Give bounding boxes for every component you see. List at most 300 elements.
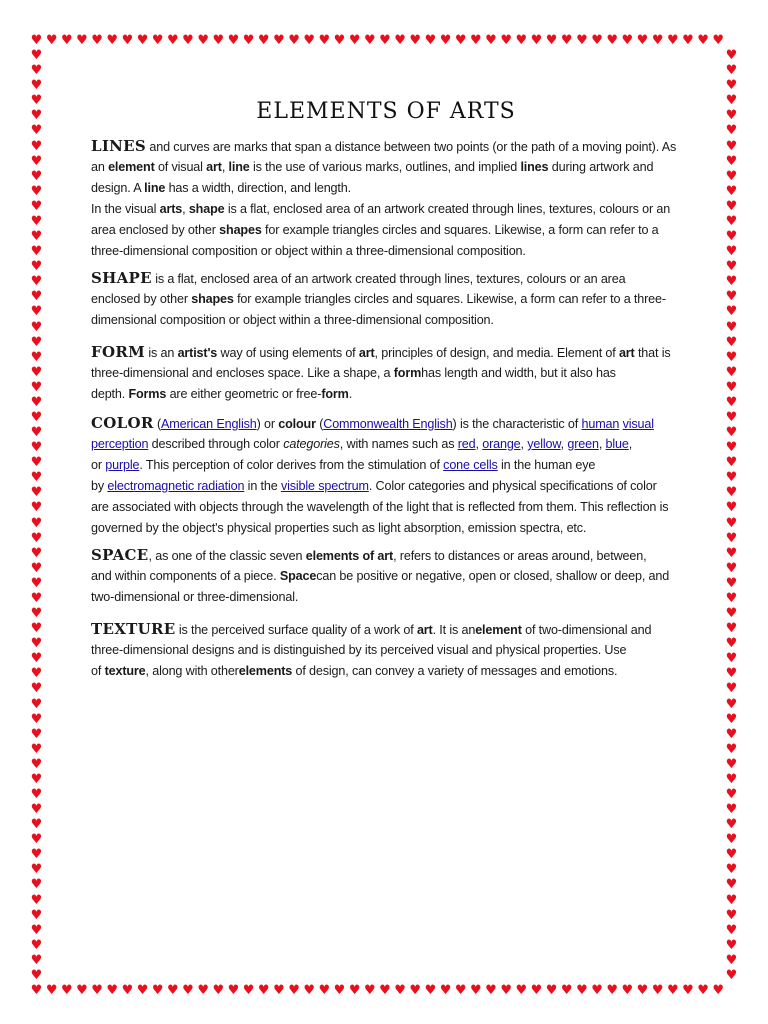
heart-icon: ♥ bbox=[725, 198, 738, 214]
text-run: enclosed by other bbox=[91, 292, 192, 306]
text-run: , with names such as bbox=[339, 437, 458, 451]
heart-icon: ♥ bbox=[682, 33, 694, 48]
heart-icon: ♥ bbox=[30, 787, 43, 802]
heart-icon: ♥ bbox=[725, 108, 738, 124]
text-run: governed by the object's physical properties such as light absorption, emission spectra, etc. bbox=[91, 521, 587, 535]
heart-icon: ♥ bbox=[725, 967, 738, 983]
heart-icon: ♥ bbox=[30, 515, 43, 531]
text-line bbox=[91, 661, 681, 682]
heart-icon: ♥ bbox=[30, 666, 43, 682]
heart-icon: ♥ bbox=[409, 983, 422, 998]
text-run: of two-dimensional and bbox=[521, 623, 652, 637]
heart-icon: ♥ bbox=[106, 33, 119, 48]
heart-icon: ♥ bbox=[30, 530, 43, 546]
heart-icon: ♥ bbox=[725, 681, 738, 697]
heart-icon: ♥ bbox=[30, 259, 43, 275]
heart-icon: ♥ bbox=[30, 93, 43, 109]
heart-icon: ♥ bbox=[725, 817, 738, 833]
paragraph-form bbox=[91, 342, 681, 405]
heart-icon: ♥ bbox=[725, 78, 738, 94]
text-run: can be positive or negative, open or closed, shallow or deep, and bbox=[316, 569, 670, 583]
text-run: , along with other bbox=[145, 664, 239, 678]
heart-icon: ♥ bbox=[725, 937, 738, 953]
heart-icon: ♥ bbox=[606, 983, 619, 998]
heart-icon: ♥ bbox=[151, 983, 164, 998]
heart-icon: ♥ bbox=[636, 983, 649, 998]
heart-icon: ♥ bbox=[725, 726, 738, 742]
keyword-space: SPACE bbox=[91, 546, 149, 564]
heart-icon: ♥ bbox=[682, 983, 694, 998]
text-run: , bbox=[520, 437, 528, 451]
link-american-english[interactable]: American English bbox=[161, 417, 257, 431]
text-run: dimensional composition or object within a three-dimensional composition. bbox=[91, 313, 494, 327]
text-line bbox=[91, 545, 681, 566]
heart-icon: ♥ bbox=[725, 636, 738, 652]
heart-icon: ♥ bbox=[348, 983, 361, 998]
heart-icon: ♥ bbox=[30, 726, 43, 742]
text-run: during artwork and bbox=[548, 160, 654, 174]
heart-icon: ♥ bbox=[439, 983, 452, 998]
heart-icon: ♥ bbox=[121, 33, 134, 48]
text-run: shapes bbox=[191, 292, 234, 306]
heart-icon: ♥ bbox=[30, 63, 43, 79]
heart-icon: ♥ bbox=[30, 274, 43, 290]
text-run: element bbox=[108, 160, 155, 174]
text-run: of visual bbox=[154, 160, 207, 174]
text-run: is the perceived surface quality of a work of bbox=[175, 623, 417, 637]
heart-icon: ♥ bbox=[591, 33, 603, 48]
heart-icon: ♥ bbox=[725, 274, 738, 290]
text-run: two-dimensional or three-dimensional. bbox=[91, 590, 299, 604]
heart-icon: ♥ bbox=[621, 33, 634, 48]
heart-icon: ♥ bbox=[725, 621, 738, 637]
paragraph-space bbox=[91, 545, 681, 608]
link-blue[interactable]: blue bbox=[605, 437, 629, 451]
heart-icon: ♥ bbox=[30, 862, 43, 878]
heart-icon: ♥ bbox=[576, 33, 588, 48]
text-run: , principles of design, and media. Element of bbox=[374, 346, 619, 360]
keyword-texture: TEXTURE bbox=[91, 620, 176, 638]
heart-icon: ♥ bbox=[30, 123, 43, 139]
heart-icon: ♥ bbox=[303, 983, 316, 998]
heart-icon: ♥ bbox=[725, 394, 738, 410]
link-perception[interactable]: perception bbox=[91, 437, 149, 451]
heart-icon: ♥ bbox=[30, 440, 43, 456]
heart-icon: ♥ bbox=[725, 138, 738, 154]
text-run: ( bbox=[315, 417, 324, 431]
heart-icon: ♥ bbox=[76, 33, 88, 48]
text-run: . Color categories and physical specifications of color bbox=[368, 479, 657, 493]
heart-icon: ♥ bbox=[30, 470, 43, 486]
text-run: , bbox=[182, 202, 189, 216]
heart-icon: ♥ bbox=[242, 33, 255, 48]
heart-icon: ♥ bbox=[485, 983, 497, 998]
heart-icon: ♥ bbox=[30, 364, 43, 380]
heart-icon: ♥ bbox=[725, 530, 738, 546]
text-run: elements bbox=[238, 664, 293, 678]
text-run: . bbox=[348, 387, 353, 401]
text-run: three-dimensional composition or object within a three-dimensional composition. bbox=[91, 244, 526, 258]
text-run: colour bbox=[278, 417, 316, 431]
heart-icon: ♥ bbox=[30, 334, 43, 350]
text-run: ) or bbox=[256, 417, 279, 431]
text-run: art bbox=[206, 160, 222, 174]
heart-icon: ♥ bbox=[725, 545, 738, 561]
heart-icon: ♥ bbox=[439, 33, 452, 48]
text-run: Forms bbox=[128, 387, 167, 401]
heart-icon: ♥ bbox=[30, 289, 43, 305]
heart-icon: ♥ bbox=[725, 229, 738, 245]
heart-icon: ♥ bbox=[136, 983, 149, 998]
heart-icon: ♥ bbox=[227, 33, 240, 48]
heart-icon: ♥ bbox=[725, 349, 738, 365]
heart-icon: ♥ bbox=[182, 33, 194, 48]
text-run: lines bbox=[520, 160, 549, 174]
text-line bbox=[91, 363, 681, 384]
heart-icon: ♥ bbox=[424, 983, 437, 998]
heart-icon: ♥ bbox=[725, 259, 738, 275]
heart-icon: ♥ bbox=[91, 33, 103, 48]
heart-icon: ♥ bbox=[30, 681, 43, 697]
text-run: that is bbox=[634, 346, 671, 360]
heart-icon: ♥ bbox=[560, 33, 573, 48]
link-green[interactable]: green bbox=[567, 437, 599, 451]
heart-icon: ♥ bbox=[30, 229, 43, 245]
heart-icon: ♥ bbox=[333, 983, 346, 998]
heart-icon: ♥ bbox=[167, 33, 179, 48]
heart-icon: ♥ bbox=[30, 183, 43, 199]
heart-icon: ♥ bbox=[725, 832, 738, 848]
link-red[interactable]: red bbox=[457, 437, 476, 451]
text-run: way of using elements of bbox=[217, 346, 359, 360]
heart-icon: ♥ bbox=[30, 937, 43, 953]
heart-icon: ♥ bbox=[725, 183, 738, 199]
text-run: , refers to distances or areas around, between, bbox=[393, 549, 647, 563]
heart-icon: ♥ bbox=[30, 500, 43, 516]
heart-icon: ♥ bbox=[45, 983, 58, 998]
text-line bbox=[91, 476, 681, 497]
heart-icon: ♥ bbox=[30, 756, 43, 772]
link-purple[interactable]: purple bbox=[105, 458, 140, 472]
heart-icon: ♥ bbox=[725, 500, 738, 516]
link-orange[interactable]: orange bbox=[482, 437, 521, 451]
heart-icon: ♥ bbox=[60, 983, 73, 998]
text-line bbox=[91, 587, 681, 608]
text-run: Space bbox=[279, 569, 317, 583]
heart-icon: ♥ bbox=[725, 244, 738, 260]
heart-icon: ♥ bbox=[725, 907, 738, 923]
text-line bbox=[91, 413, 681, 434]
text-line bbox=[91, 455, 681, 476]
heart-icon: ♥ bbox=[197, 33, 209, 48]
heart-icon: ♥ bbox=[725, 334, 738, 350]
heart-icon: ♥ bbox=[725, 575, 738, 591]
heart-icon: ♥ bbox=[273, 983, 285, 998]
heart-icon: ♥ bbox=[197, 983, 209, 998]
heart-icon: ♥ bbox=[30, 606, 43, 622]
text-line bbox=[91, 619, 681, 640]
heart-icon: ♥ bbox=[379, 33, 391, 48]
text-run: an bbox=[91, 160, 109, 174]
heart-icon: ♥ bbox=[30, 379, 43, 395]
heart-icon: ♥ bbox=[725, 364, 738, 380]
heart-icon: ♥ bbox=[30, 636, 43, 652]
heart-icon: ♥ bbox=[606, 33, 619, 48]
text-run: three-dimensional designs and is distinguished by its perceived visual and physical properties. Use bbox=[91, 643, 627, 657]
keyword-color: COLOR bbox=[91, 414, 154, 432]
text-run: categories bbox=[283, 437, 340, 451]
text-run: has a width, direction, and length. bbox=[165, 181, 351, 195]
heart-icon: ♥ bbox=[257, 33, 270, 48]
text-run: , bbox=[598, 437, 606, 451]
text-run: , bbox=[628, 437, 633, 451]
heart-icon: ♥ bbox=[91, 983, 103, 998]
heart-icon: ♥ bbox=[725, 862, 738, 878]
heart-icon: ♥ bbox=[227, 983, 240, 998]
heart-icon: ♥ bbox=[30, 213, 43, 229]
heart-icon: ♥ bbox=[725, 711, 738, 727]
heart-icon: ♥ bbox=[725, 847, 738, 863]
heart-icon: ♥ bbox=[303, 33, 316, 48]
text-line bbox=[91, 640, 681, 661]
heart-icon: ♥ bbox=[30, 590, 43, 606]
heart-icon: ♥ bbox=[288, 983, 300, 998]
heart-icon: ♥ bbox=[379, 983, 391, 998]
heart-icon: ♥ bbox=[725, 485, 738, 501]
heart-icon: ♥ bbox=[333, 33, 346, 48]
heart-icon: ♥ bbox=[30, 138, 43, 154]
text-run: , bbox=[475, 437, 483, 451]
heart-icon: ♥ bbox=[257, 983, 270, 998]
heart-icon: ♥ bbox=[363, 33, 376, 48]
text-line bbox=[91, 199, 681, 220]
text-run: and within components of a piece. bbox=[91, 569, 280, 583]
paragraph-lines bbox=[91, 136, 681, 262]
heart-icon: ♥ bbox=[725, 153, 738, 169]
heart-icon: ♥ bbox=[30, 394, 43, 410]
heart-icon: ♥ bbox=[318, 33, 331, 48]
text-run: element bbox=[475, 623, 522, 637]
text-run: are associated with objects through the wavelength of the light that is reflected from them. This reflection is bbox=[91, 500, 669, 514]
heart-icon: ♥ bbox=[30, 545, 43, 561]
text-run: has length and width, but it also has bbox=[421, 366, 616, 380]
heart-icon: ♥ bbox=[470, 33, 482, 48]
heart-icon: ♥ bbox=[666, 33, 679, 48]
text-run: line bbox=[144, 181, 166, 195]
heart-icon: ♥ bbox=[725, 802, 738, 818]
heart-icon: ♥ bbox=[45, 33, 58, 48]
heart-icon: ♥ bbox=[530, 33, 543, 48]
text-run: , as one of the classic seven bbox=[148, 549, 306, 563]
heart-icon: ♥ bbox=[725, 93, 738, 109]
heart-icon: ♥ bbox=[725, 952, 738, 968]
text-run: depth. bbox=[91, 387, 129, 401]
heart-icon: ♥ bbox=[30, 711, 43, 727]
text-run: of design, can convey a variety of messages and emotions. bbox=[292, 664, 618, 678]
heart-icon: ♥ bbox=[30, 33, 43, 48]
heart-icon: ♥ bbox=[30, 802, 43, 818]
text-run: artist's bbox=[177, 346, 218, 360]
text-run: art bbox=[618, 346, 635, 360]
heart-icon: ♥ bbox=[454, 33, 467, 48]
heart-icon: ♥ bbox=[30, 877, 43, 893]
heart-icon: ♥ bbox=[212, 33, 225, 48]
heart-icon: ♥ bbox=[697, 33, 709, 48]
text-line bbox=[91, 434, 681, 455]
heart-icon: ♥ bbox=[242, 983, 255, 998]
heart-icon: ♥ bbox=[725, 440, 738, 456]
link-human[interactable]: human bbox=[581, 417, 620, 431]
heart-icon: ♥ bbox=[725, 787, 738, 802]
heart-icon: ♥ bbox=[30, 922, 43, 938]
text-run: art bbox=[358, 346, 375, 360]
heart-icon: ♥ bbox=[725, 922, 738, 938]
text-run: is a flat, enclosed area of an artwork created through lines, textures, colours or an bbox=[224, 202, 671, 216]
text-run: art bbox=[416, 623, 433, 637]
heart-icon: ♥ bbox=[30, 696, 43, 712]
text-run: , bbox=[560, 437, 568, 451]
text-run: texture bbox=[104, 664, 146, 678]
text-line bbox=[91, 566, 681, 587]
heart-icon: ♥ bbox=[725, 289, 738, 305]
heart-icon: ♥ bbox=[30, 771, 43, 787]
heart-icon: ♥ bbox=[30, 455, 43, 471]
heart-icon: ♥ bbox=[560, 983, 573, 998]
text-line bbox=[91, 268, 681, 289]
link-commonwealth-english[interactable]: Commonwealth English bbox=[323, 417, 453, 431]
heart-icon: ♥ bbox=[30, 560, 43, 576]
text-run: . This perception of color derives from the stimulation of bbox=[139, 458, 444, 472]
heart-icon: ♥ bbox=[30, 410, 43, 425]
heart-icon: ♥ bbox=[30, 485, 43, 501]
text-run: shape bbox=[188, 202, 225, 216]
heart-icon: ♥ bbox=[725, 771, 738, 787]
text-line bbox=[91, 310, 681, 331]
heart-icon: ♥ bbox=[394, 983, 406, 998]
heart-icon: ♥ bbox=[725, 304, 738, 320]
text-run: are either geometric or free- bbox=[166, 387, 322, 401]
keyword-form: FORM bbox=[91, 343, 145, 361]
link-visible-spectrum[interactable]: visible spectrum bbox=[280, 479, 369, 493]
text-run: area enclosed by other bbox=[91, 223, 220, 237]
text-run: shapes bbox=[219, 223, 262, 237]
heart-icon: ♥ bbox=[30, 621, 43, 637]
heart-icon: ♥ bbox=[725, 48, 738, 64]
heart-icon: ♥ bbox=[60, 33, 73, 48]
heart-icon: ♥ bbox=[30, 651, 43, 667]
text-run: is an bbox=[145, 346, 178, 360]
heart-icon: ♥ bbox=[725, 410, 738, 425]
text-line bbox=[91, 178, 681, 199]
heart-icon: ♥ bbox=[394, 33, 406, 48]
heart-icon: ♥ bbox=[30, 892, 43, 908]
heart-icon: ♥ bbox=[363, 983, 376, 998]
heart-icon: ♥ bbox=[470, 983, 482, 998]
text-line bbox=[91, 289, 681, 310]
link-visual[interactable]: visual bbox=[622, 417, 654, 431]
heart-icon: ♥ bbox=[30, 952, 43, 968]
heart-icon: ♥ bbox=[30, 967, 43, 983]
heart-icon: ♥ bbox=[712, 983, 725, 998]
text-run: in the human eye bbox=[497, 458, 596, 472]
heart-icon: ♥ bbox=[30, 817, 43, 833]
heart-icon: ♥ bbox=[621, 983, 634, 998]
text-line bbox=[91, 518, 681, 539]
paragraph-texture bbox=[91, 619, 681, 682]
heart-icon: ♥ bbox=[30, 425, 43, 441]
text-line bbox=[91, 241, 681, 262]
heart-icon: ♥ bbox=[725, 560, 738, 576]
heart-icon: ♥ bbox=[454, 983, 467, 998]
heart-icon: ♥ bbox=[30, 983, 43, 998]
heart-icon: ♥ bbox=[30, 847, 43, 863]
heart-icon: ♥ bbox=[500, 33, 512, 48]
heart-icon: ♥ bbox=[725, 741, 738, 757]
heart-icon: ♥ bbox=[30, 168, 43, 184]
heart-icon: ♥ bbox=[212, 983, 225, 998]
text-run: and curves are marks that span a distance between two points (or the path of a moving point). As bbox=[146, 140, 677, 154]
heart-icon: ♥ bbox=[30, 907, 43, 923]
heart-icon: ♥ bbox=[273, 33, 285, 48]
heart-icon: ♥ bbox=[725, 515, 738, 531]
text-run: ) is the characteristic of bbox=[452, 417, 582, 431]
heart-icon: ♥ bbox=[30, 349, 43, 365]
text-run: , bbox=[221, 160, 229, 174]
text-run: is the use of various marks, outlines, and implied bbox=[249, 160, 521, 174]
heart-icon: ♥ bbox=[576, 983, 588, 998]
heart-icon: ♥ bbox=[30, 198, 43, 214]
heart-icon: ♥ bbox=[725, 651, 738, 667]
heart-icon: ♥ bbox=[500, 983, 512, 998]
text-run: by bbox=[91, 479, 108, 493]
heart-icon: ♥ bbox=[636, 33, 649, 48]
heart-icon: ♥ bbox=[725, 606, 738, 622]
heart-icon: ♥ bbox=[348, 33, 361, 48]
heart-icon: ♥ bbox=[725, 168, 738, 184]
link-electromagnetic-radiation[interactable]: electromagnetic radiation bbox=[107, 479, 245, 493]
heart-icon: ♥ bbox=[591, 983, 603, 998]
text-run: design. A bbox=[91, 181, 145, 195]
heart-icon: ♥ bbox=[530, 983, 543, 998]
heart-icon: ♥ bbox=[288, 33, 300, 48]
heart-icon: ♥ bbox=[651, 983, 664, 998]
heart-icon: ♥ bbox=[725, 877, 738, 893]
heart-icon: ♥ bbox=[151, 33, 164, 48]
page-title: ELEMENTS OF ARTS bbox=[256, 99, 516, 124]
text-run: is a flat, enclosed area of an artwork created through lines, textures, colours or an area bbox=[151, 272, 626, 286]
heart-icon: ♥ bbox=[136, 33, 149, 48]
heart-icon: ♥ bbox=[30, 153, 43, 169]
link-yellow[interactable]: yellow bbox=[527, 437, 561, 451]
text-line bbox=[91, 342, 681, 363]
keyword-lines: LINES bbox=[91, 137, 147, 155]
heart-icon: ♥ bbox=[725, 319, 738, 335]
keyword-shape: SHAPE bbox=[91, 269, 152, 287]
heart-icon: ♥ bbox=[545, 983, 558, 998]
text-run: of bbox=[91, 664, 105, 678]
text-run: ( bbox=[153, 417, 161, 431]
heart-icon: ♥ bbox=[30, 304, 43, 320]
heart-icon: ♥ bbox=[725, 379, 738, 395]
text-run: arts bbox=[159, 202, 183, 216]
heart-icon: ♥ bbox=[725, 756, 738, 772]
link-cone-cells[interactable]: cone cells bbox=[443, 458, 498, 472]
text-run: three-dimensional and encloses space. Like a shape, a bbox=[91, 366, 394, 380]
heart-icon: ♥ bbox=[30, 78, 43, 94]
heart-icon: ♥ bbox=[409, 33, 422, 48]
heart-icon: ♥ bbox=[725, 696, 738, 712]
heart-icon: ♥ bbox=[545, 33, 558, 48]
